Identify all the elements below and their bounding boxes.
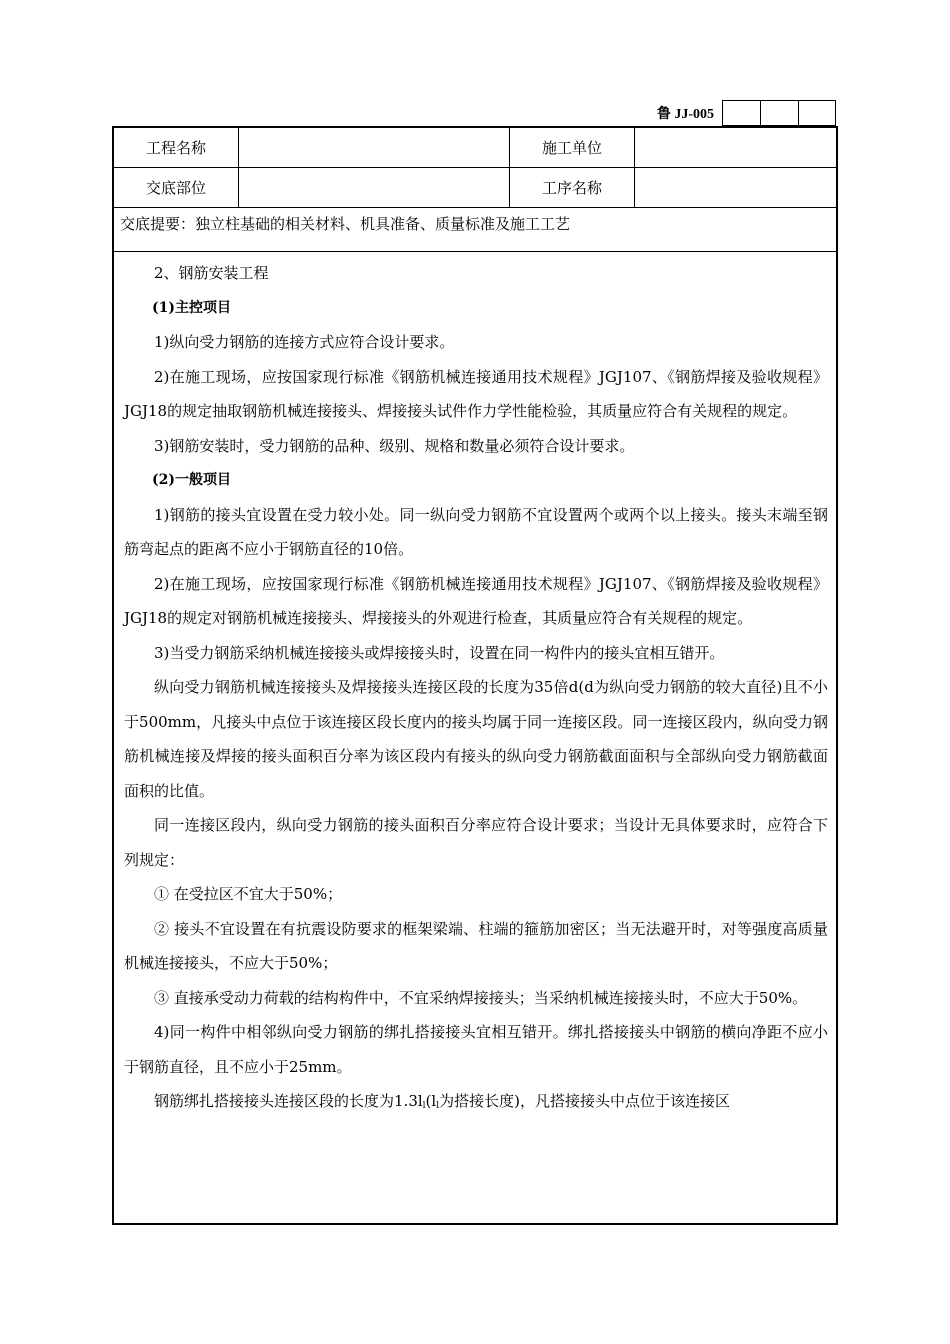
paragraph: [124, 1084, 828, 1119]
subscript: l: [422, 1101, 426, 1111]
paragraph: 1)纵向受力钢筋的连接方式应符合设计要求。: [154, 333, 455, 351]
list-item: ③ 直接承受动力荷载的结构构件中，不宜采纳焊接接头；当采纳机械连接接头时，不应大于50%。: [154, 988, 808, 1007]
paragraph: 2)在施工现场，应按国家现行标准《钢筋机械连接通用技术规程》JGJ107、《钢筋焊接及验收规程》JGJ18的规定对钢筋机械连接接头、焊接接头的外观进行检查，其质量应符合有关规程的规定。: [124, 574, 828, 627]
paragraph: 1)钢筋的接头宜设置在受力较小处。同一纵向受力钢筋不宜设置两个或两个以上接头。接头末端至钢筋弯起点的距离不应小于钢筋直径的10倍。: [124, 505, 828, 558]
project-name-label: 工程名称: [114, 128, 239, 167]
section-heading: 2、钢筋安装工程: [154, 264, 269, 282]
disclosure-summary: 交底提要：独立柱基础的相关材料、机具准备、质量标准及施工工艺: [114, 208, 836, 252]
form-code-label: 鲁 JJ-005: [656, 107, 714, 122]
header-row-1: [114, 128, 836, 168]
paragraph: 3)钢筋安装时，受力钢筋的品种、级别、规格和数量必须符合设计要求。: [154, 436, 635, 455]
header-row-2: [114, 168, 836, 208]
paragraph: 3)当受力钢筋采纳机械连接接头或焊接接头时，设置在同一构件内的接头宜相互错开。: [154, 643, 725, 662]
text-span: 钢筋绑扎搭接接头连接区段的长度为1.3l: [154, 1092, 423, 1110]
code-box: [722, 100, 760, 126]
process-name-field[interactable]: [635, 168, 836, 207]
disclosure-part-label: 交底部位: [114, 168, 239, 207]
process-name-label: 工序名称: [510, 168, 635, 207]
text-span: (l: [425, 1092, 437, 1110]
paragraph: 同一连接区段内，纵向受力钢筋的接头面积百分率应符合设计要求；当设计无具体要求时，应符合下列规定：: [124, 816, 828, 869]
construction-unit-label: 施工单位: [510, 128, 635, 167]
list-item: ② 接头不宜设置在有抗震设防要求的框架梁端、柱端的箍筋加密区；当无法避开时，对等强度高质量机械连接接头，不应大于50%；: [124, 919, 828, 972]
paragraph: 2)在施工现场，应按国家现行标准《钢筋机械连接通用技术规程》JGJ107、《钢筋焊接及验收规程》JGJ18的规定抽取钢筋机械连接接头、焊接接头试件作力学性能检验，其质量应符合有关规程的规定。: [124, 367, 828, 420]
disclosure-form: [112, 126, 838, 1225]
subsection-heading: (2)一般项目: [152, 472, 231, 488]
subscript: l: [436, 1101, 440, 1111]
paragraph: 纵向受力钢筋机械连接接头及焊接接头连接区段的长度为35倍d(d为纵向受力钢筋的较大直径)且不小于500mm，凡接头中点位于该连接区段长度内的接头均属于同一连接区段。同一连接区段内，纵向受力钢筋机械连接及焊接的接头面积百分率为该区段内有接头的纵向受力钢筋截面面积与全部纵向受力钢筋截面面积的比值。: [124, 678, 828, 800]
project-name-field[interactable]: [239, 128, 510, 167]
paragraph: 4)同一构件中相邻纵向受力钢筋的绑扎搭接接头宜相互错开。绑扎搭接接头中钢筋的横向净距不应小于钢筋直径，且不应小于25mm。: [124, 1023, 828, 1076]
subsection-heading: (1)主控项目: [152, 299, 231, 316]
code-box: [760, 100, 798, 126]
disclosure-content: [114, 252, 836, 1119]
construction-unit-field[interactable]: [635, 128, 836, 167]
list-item: ① 在受拉区不宜大于50%；: [154, 885, 343, 903]
text-span: 为搭接长度)，凡搭接接头中点位于该连接区: [439, 1092, 730, 1110]
form-code: [612, 100, 836, 126]
disclosure-part-field[interactable]: [239, 168, 510, 207]
code-box: [798, 100, 836, 126]
